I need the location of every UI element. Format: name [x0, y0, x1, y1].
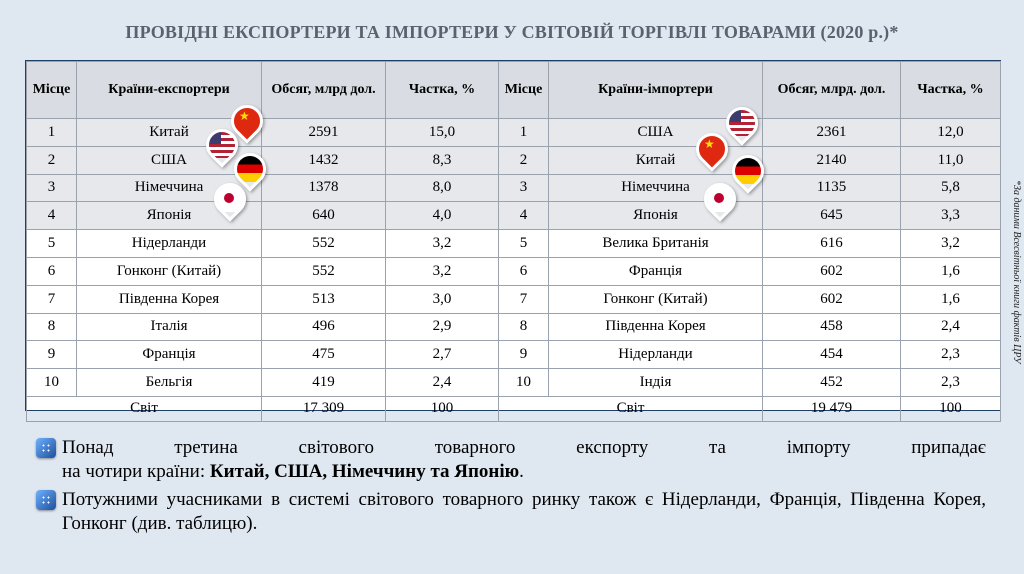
importer-country-cell: Велика Британія [549, 230, 763, 258]
table-row [27, 174, 1001, 202]
import-volume-cell: 602 [763, 285, 901, 313]
trade-table [26, 61, 1001, 422]
exporter-country-cell: Японія [77, 202, 262, 230]
bullet-2-text: Потужними учасниками в системі світового товарного ринку також є Нідерланди, Франція, Південна Корея, Гонконг (див. таблицю). [62, 489, 986, 534]
export-volume-cell: 552 [262, 230, 386, 258]
export-share-cell: 4,0 [386, 202, 499, 230]
export-volume-cell: 2591 [262, 119, 386, 147]
bullet-1-word: імпорту [786, 437, 851, 458]
import-share-cell: 3,3 [901, 202, 1001, 230]
import-share-cell: 1,6 [901, 257, 1001, 285]
exporter-country-cell: Німеччина [77, 174, 262, 202]
place-2-cell: 3 [499, 174, 549, 202]
import-volume-cell: 602 [763, 257, 901, 285]
bullet-item-2 [36, 488, 986, 536]
import-volume-cell: 2140 [763, 146, 901, 174]
bullet-icon [36, 438, 56, 458]
header-place: Місце [27, 62, 77, 119]
table-row [27, 230, 1001, 258]
place-cell: 10 [27, 369, 77, 397]
place-cell: 8 [27, 313, 77, 341]
table-row [27, 202, 1001, 230]
place-cell: 5 [27, 230, 77, 258]
header-export-share: Частка, % [386, 62, 499, 119]
exporter-country-cell: Італія [77, 313, 262, 341]
bullet-1-bold-countries: Китай, США, Німеччину та Японію [209, 461, 520, 482]
export-share-cell: 8,3 [386, 146, 499, 174]
bullet-1-line-1 [62, 436, 986, 460]
bullet-icon [36, 490, 56, 510]
table-row [27, 119, 1001, 147]
import-share-cell: 2,3 [901, 369, 1001, 397]
import-share-cell: 2,4 [901, 313, 1001, 341]
bullet-1-word: припадає [911, 437, 986, 458]
table-row [27, 257, 1001, 285]
import-volume-cell: 1135 [763, 174, 901, 202]
place-cell: 6 [27, 257, 77, 285]
bullet-1-word: світового [298, 437, 374, 458]
header-import-share: Частка, % [901, 62, 1001, 119]
table-row [27, 341, 1001, 369]
export-volume-cell: 419 [262, 369, 386, 397]
export-volume-cell: 1432 [262, 146, 386, 174]
world-label-cell: Світ [27, 396, 262, 421]
exporter-country-cell: Гонконг (Китай) [77, 257, 262, 285]
export-volume-cell: 1378 [262, 174, 386, 202]
place-cell: 9 [27, 341, 77, 369]
bullet-1-word: експорту [576, 437, 649, 458]
header-importers: Країни-імпортери [549, 62, 763, 119]
world-label-cell: Світ [499, 396, 763, 421]
place-2-cell: 1 [499, 119, 549, 147]
import-share-cell: 12,0 [901, 119, 1001, 147]
importer-country-cell: Японія [549, 202, 763, 230]
place-2-cell: 5 [499, 230, 549, 258]
bullet-1-end: . [519, 461, 524, 482]
import-share-cell: 3,2 [901, 230, 1001, 258]
place-2-cell: 4 [499, 202, 549, 230]
export-volume-cell: 475 [262, 341, 386, 369]
place-cell: 7 [27, 285, 77, 313]
table-row [27, 369, 1001, 397]
export-volume-cell: 552 [262, 257, 386, 285]
place-2-cell: 10 [499, 369, 549, 397]
place-cell: 4 [27, 202, 77, 230]
exporter-country-cell: Китай [77, 119, 262, 147]
place-2-cell: 2 [499, 146, 549, 174]
import-volume-cell: 452 [763, 369, 901, 397]
place-2-cell: 8 [499, 313, 549, 341]
place-cell: 3 [27, 174, 77, 202]
importer-country-cell: США [549, 119, 763, 147]
export-share-cell: 2,4 [386, 369, 499, 397]
bullet-1-word: та [709, 437, 726, 458]
exporter-country-cell: Нідерланди [77, 230, 262, 258]
exporter-country-cell: Бельгія [77, 369, 262, 397]
place-2-cell: 6 [499, 257, 549, 285]
bullet-1-text: на чотири країни: [62, 461, 210, 482]
export-share-cell: 2,9 [386, 313, 499, 341]
export-share-cell: 3,0 [386, 285, 499, 313]
import-share-cell: 5,8 [901, 174, 1001, 202]
importer-country-cell: Індія [549, 369, 763, 397]
export-share-cell: 15,0 [386, 119, 499, 147]
import-share-cell: 2,3 [901, 341, 1001, 369]
bullet-1-word: третина [174, 437, 238, 458]
bullet-list [36, 436, 986, 540]
export-share-cell: 2,7 [386, 341, 499, 369]
place-cell: 2 [27, 146, 77, 174]
bullet-item-1 [36, 436, 986, 484]
place-cell: 1 [27, 119, 77, 147]
place-2-cell: 7 [499, 285, 549, 313]
header-exporters: Країни-експортери [77, 62, 262, 119]
table-row [27, 285, 1001, 313]
header-export-volume: Обсяг, млрд дол. [262, 62, 386, 119]
import-volume-cell: 645 [763, 202, 901, 230]
export-volume-cell: 496 [262, 313, 386, 341]
page-title: ПРОВІДНІ ЕКСПОРТЕРИ ТА ІМПОРТЕРИ У СВІТОВІЙ ТОРГІВЛІ ТОВАРАМИ (2020 р.)* [125, 22, 899, 42]
world-import-volume-cell: 19 479 [763, 396, 901, 421]
importer-country-cell: Франція [549, 257, 763, 285]
header-place-2: Місце [499, 62, 549, 119]
bullet-1-line-2 [62, 460, 986, 484]
exporter-country-cell: Південна Корея [77, 285, 262, 313]
header-import-volume: Обсяг, млрд. дол. [763, 62, 901, 119]
import-share-cell: 11,0 [901, 146, 1001, 174]
table-row [27, 313, 1001, 341]
import-volume-cell: 458 [763, 313, 901, 341]
import-share-cell: 1,6 [901, 285, 1001, 313]
bullet-1-word: Понад [62, 437, 114, 458]
importer-country-cell: Південна Корея [549, 313, 763, 341]
world-import-share-cell: 100 [901, 396, 1001, 421]
source-note: *За даними Всесвітньої книги фактів ЦРУ [1011, 180, 1022, 364]
export-volume-cell: 640 [262, 202, 386, 230]
importer-country-cell: Німеччина [549, 174, 763, 202]
exporter-country-cell: Франція [77, 341, 262, 369]
place-2-cell: 9 [499, 341, 549, 369]
importer-country-cell: Китай [549, 146, 763, 174]
export-volume-cell: 513 [262, 285, 386, 313]
import-volume-cell: 454 [763, 341, 901, 369]
world-export-volume-cell: 17 309 [262, 396, 386, 421]
exporter-country-cell: США [77, 146, 262, 174]
importer-country-cell: Гонконг (Китай) [549, 285, 763, 313]
world-export-share-cell: 100 [386, 396, 499, 421]
table-header-row [27, 62, 1001, 119]
table-total-row [27, 396, 1001, 421]
export-share-cell: 3,2 [386, 230, 499, 258]
import-volume-cell: 616 [763, 230, 901, 258]
import-volume-cell: 2361 [763, 119, 901, 147]
bullet-1-word: товарного [434, 437, 516, 458]
trade-table-container [25, 60, 1001, 417]
importer-country-cell: Нідерланди [549, 341, 763, 369]
export-share-cell: 8,0 [386, 174, 499, 202]
export-share-cell: 3,2 [386, 257, 499, 285]
table-row [27, 146, 1001, 174]
